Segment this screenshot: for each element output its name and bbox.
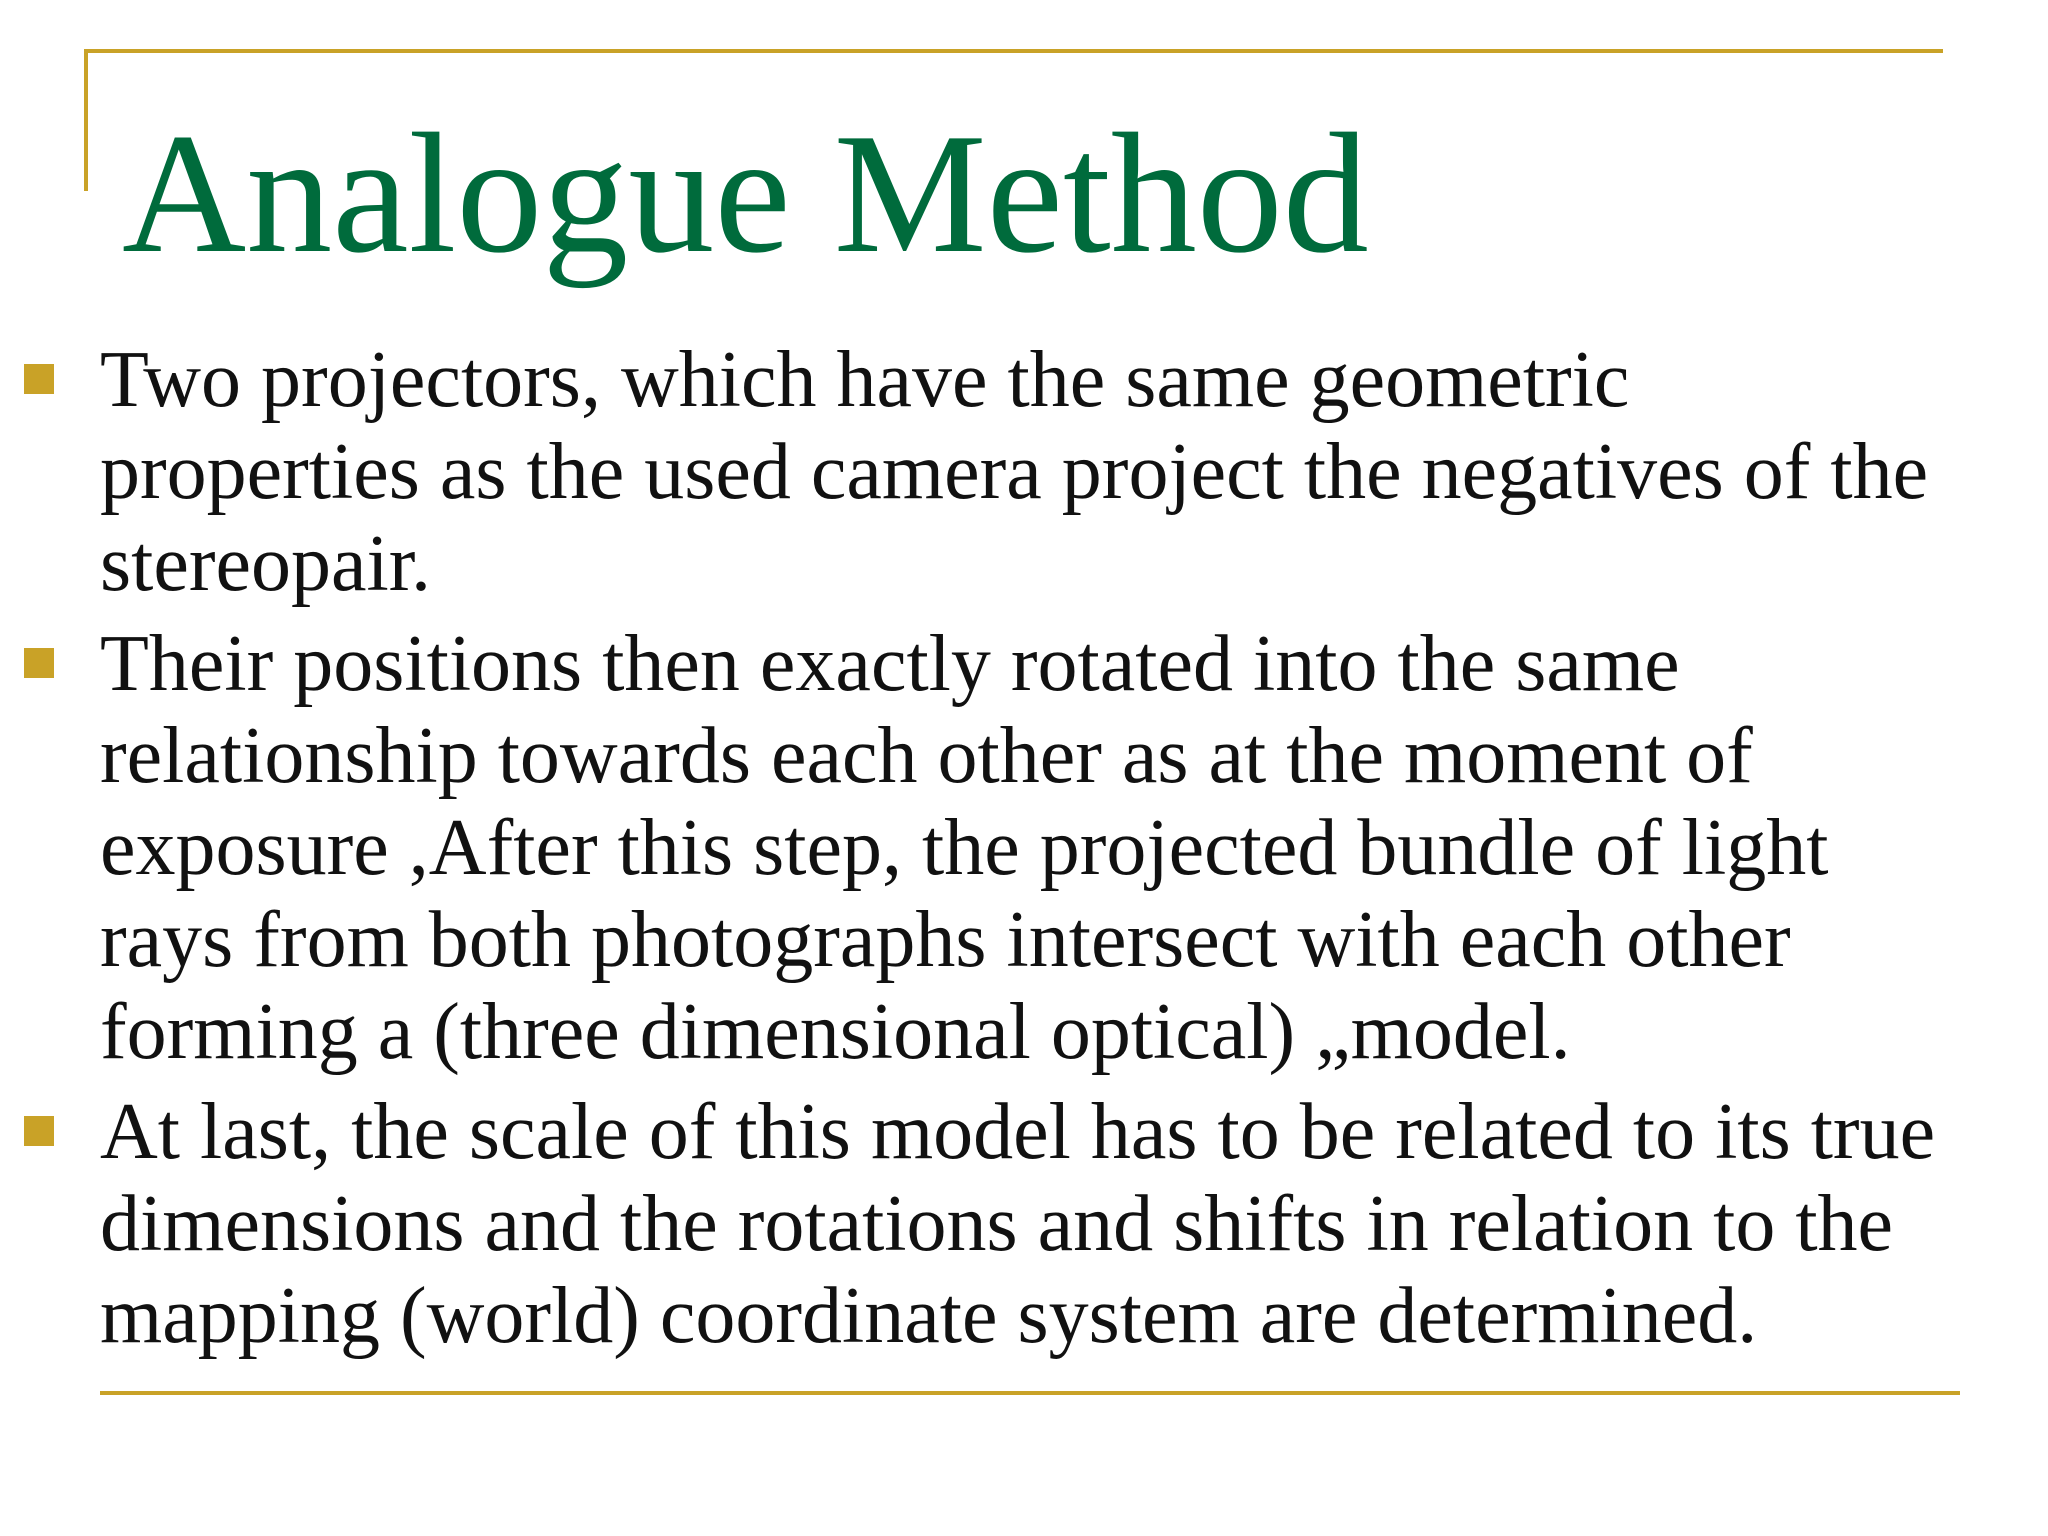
bullet-item xyxy=(0,1086,2048,1362)
left-decorative-rule xyxy=(84,49,88,191)
bullet-text-line: rays from both photographs intersect with each other xyxy=(100,896,1791,984)
bullet-text-line: At last, the scale of this model has to be related to its true xyxy=(100,1088,1936,1176)
bullet-text-line: properties as the used camera project the negatives of the xyxy=(100,428,1929,516)
square-bullet-icon xyxy=(24,648,54,678)
bullet-text-line: dimensions and the rotations and shifts in relation to the xyxy=(100,1180,1894,1268)
bottom-decorative-rule xyxy=(100,1391,1960,1395)
bullet-item xyxy=(0,334,2048,610)
bullet-list xyxy=(0,334,2048,1370)
bullet-text-line: relationship towards each other as at the moment of xyxy=(100,712,1753,800)
bullet-text-line: Two projectors, which have the same geometric xyxy=(100,336,1630,424)
square-bullet-icon xyxy=(24,364,54,394)
bullet-text-line: mapping (world) coordinate system are determined. xyxy=(100,1272,1758,1360)
bullet-text-line: forming a (three dimensional optical) „model. xyxy=(100,988,1571,1076)
bullet-text-line: Their positions then exactly rotated into the same xyxy=(100,620,1680,708)
square-bullet-icon xyxy=(24,1116,54,1146)
bullet-text-line: exposure ,After this step, the projected bundle of light xyxy=(100,804,1829,892)
bullet-item xyxy=(0,618,2048,1078)
bullet-text-line: stereopair. xyxy=(100,520,431,608)
slide-title: Analogue Method xyxy=(122,99,1369,289)
top-decorative-rule xyxy=(85,49,1943,53)
